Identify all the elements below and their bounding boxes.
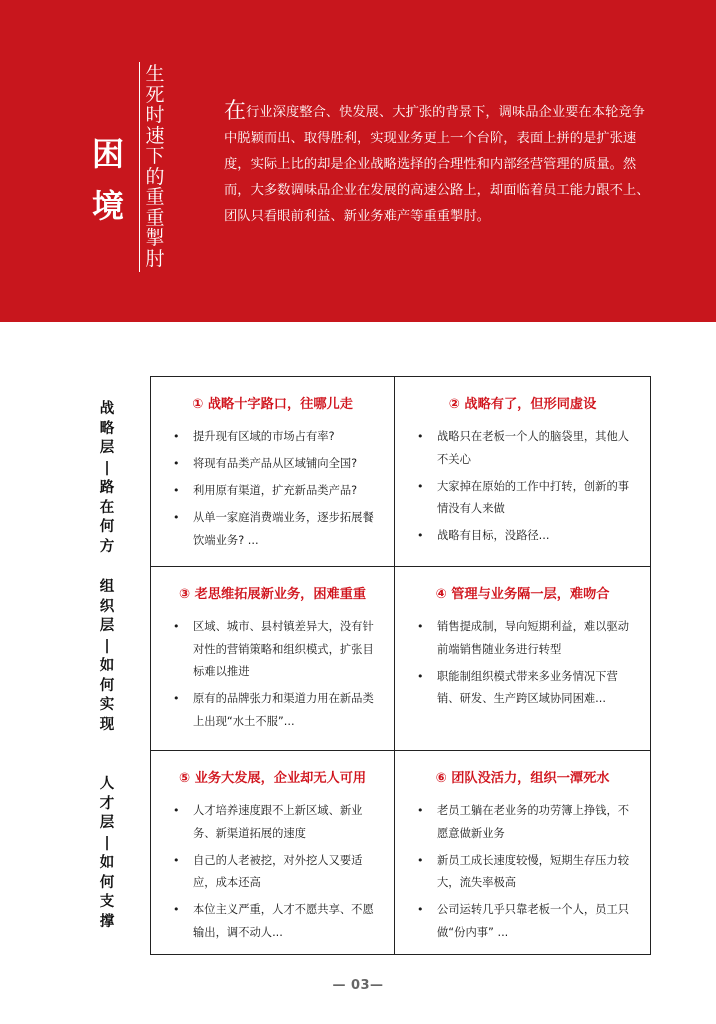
- list-item: • 公司运转几乎只靠老板一个人，员工只做“份内事” ...: [415, 899, 636, 944]
- side-label-talent: 人 才 层 | 如 何 支 撑: [99, 776, 115, 930]
- grid-cell-6: [395, 751, 650, 954]
- cell-title: ① 战略十字路口，往哪儿走: [192, 397, 353, 412]
- bullet-list: [171, 426, 380, 557]
- list-item: • 战略只在老板一个人的脑袋里，其他人不关心: [415, 426, 636, 471]
- grid-cell-3: [151, 567, 394, 750]
- list-item: • 将现有品类产品从区域铺向全国?: [171, 453, 380, 476]
- grid-cell-5: [151, 751, 394, 954]
- list-item: • 大家掉在原始的工作中打转，创新的事情没有人来做: [415, 476, 636, 521]
- intro-paragraph: [224, 100, 654, 230]
- cell-title: ④ 管理与业务隔一层，难吻合: [435, 587, 610, 602]
- list-item: • 本位主义严重，人才不愿共享、不愿输出，调不动人...: [171, 899, 380, 944]
- bullet-list: [171, 616, 380, 738]
- list-item: • 利用原有渠道，扩充新品类产品?: [171, 480, 380, 503]
- list-item: • 自己的人老被挖，对外挖人又要适应，成本还高: [171, 850, 380, 895]
- bullet-list: [415, 426, 636, 552]
- list-item: • 职能制组织模式带来多业务情况下营销、研发、生产跨区域协同困难...: [415, 666, 636, 711]
- list-item: • 销售提成制，导向短期利益，难以驱动前端销售随业务进行转型: [415, 616, 636, 661]
- grid-cell-1: [151, 377, 394, 566]
- list-item: • 人才培养速度跟不上新区域、新业务、新渠道拓展的速度: [171, 800, 380, 845]
- bullet-list: [415, 616, 636, 715]
- list-item: • 提升现有区域的市场占有率?: [171, 426, 380, 449]
- banner-subtitle: 生 死 时 速 下 的 重 重 掣 肘: [145, 63, 165, 270]
- bullet-list: [171, 800, 380, 949]
- drop-cap: 在: [224, 99, 247, 124]
- grid-cell-4: [395, 567, 650, 750]
- list-item: • 老员工躺在老业务的功劳簿上挣钱，不愿意做新业务: [415, 800, 636, 845]
- side-label-organization: 组 织 层 | 如 何 实 现: [99, 579, 115, 733]
- list-item: • 战略有目标，没路径...: [415, 525, 636, 548]
- list-item: • 原有的品牌张力和渠道力用在新品类上出现“水土不服”...: [171, 688, 380, 733]
- list-item: • 区域、城市、县村镇差异大，没有针对性的营销策略和组织模式，扩张目标难以推进: [171, 616, 380, 684]
- cell-title: ⑤ 业务大发展，企业却无人可用: [178, 771, 367, 786]
- bullet-list: [415, 800, 636, 949]
- banner-divider: [139, 62, 140, 272]
- intro-text: 行业深度整合、快发展、大扩张的背景下，调味品企业要在本轮竞争中脱颖而出、取得胜利，实现业务更上一个台阶，表面上拼的是扩张速度，实际上比的却是企业战略选择的合理性和内部经营管理的质量。然而，大多数调味品企业在发展的高速公路上，却面临着员工能力跟不上、团队只看眼前利益、新业务难产等重重掣肘。: [224, 105, 650, 224]
- list-item: • 新员工成长速度较慢，短期生存压力较大，流失率极高: [415, 850, 636, 895]
- cell-title: ⑥ 团队没活力，组织一潭死水: [435, 771, 610, 786]
- list-item: • 从单一家庭消费端业务，逐步拓展餐饮端业务? ...: [171, 507, 380, 552]
- cell-title: ③ 老思维拓展新业务，困难重重: [178, 587, 367, 602]
- side-label-strategy: 战 略 层 | 路 在 何 方: [99, 401, 115, 555]
- page-number: — 03—: [332, 978, 384, 993]
- grid-cell-2: [395, 377, 650, 566]
- challenge-grid: [150, 376, 651, 955]
- banner-title: 困 境: [91, 135, 124, 225]
- cell-title: ② 战略有了，但形同虚设: [448, 397, 597, 412]
- header-banner: [0, 0, 716, 322]
